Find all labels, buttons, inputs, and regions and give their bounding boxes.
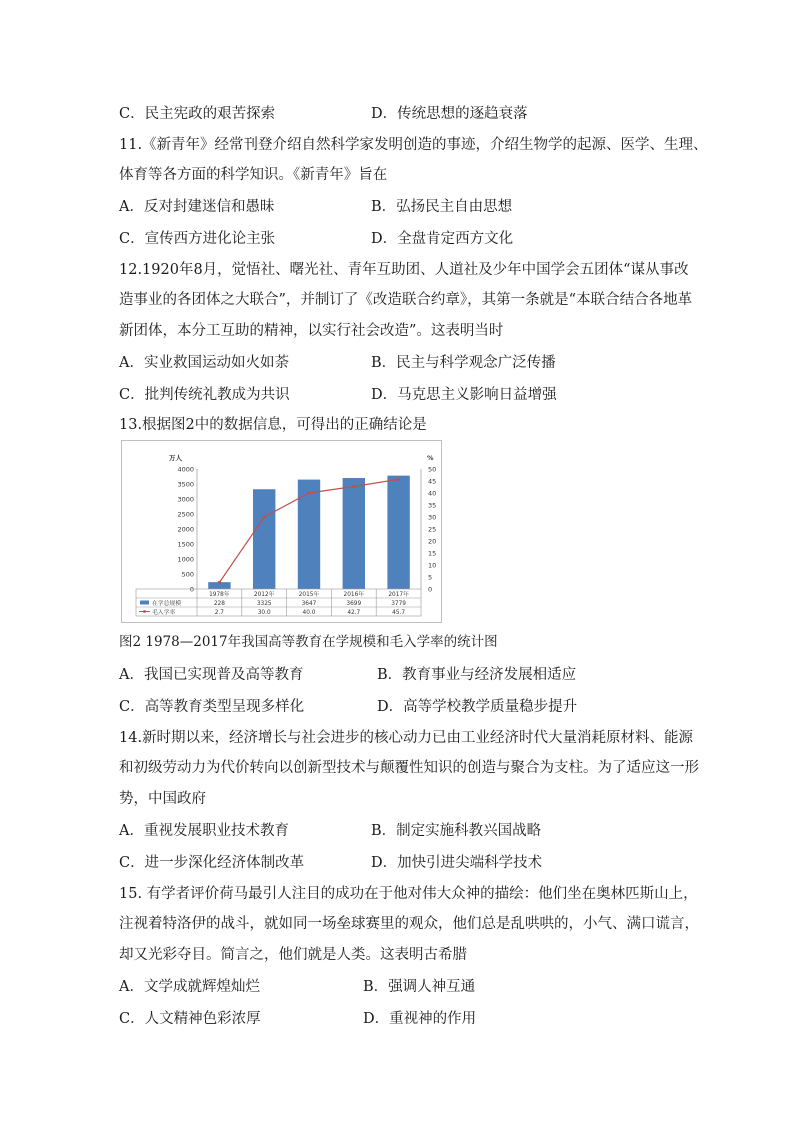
line-value-label: 40.0 xyxy=(302,610,316,616)
left-tick-label: 3500 xyxy=(177,480,194,489)
q15-option-c: C．人文精神色彩浓厚 xyxy=(119,1011,261,1027)
x-tick-label: 2015年 xyxy=(298,592,320,598)
right-tick-label: 15 xyxy=(428,549,437,558)
q15-option-a: A．文学成就辉煌灿烂 xyxy=(119,979,260,995)
q14-stem-line-3: 势，中国政府 xyxy=(119,791,206,807)
bar-value-label: 3647 xyxy=(301,601,317,607)
q10-option-c: C．民主宪政的艰苦探索 xyxy=(119,106,276,122)
q12-option-b: B．民主与科学观念广泛传播 xyxy=(371,355,556,371)
right-tick-label: 50 xyxy=(428,465,437,474)
q12-option-c: C．批判传统礼教成为共识 xyxy=(119,387,290,403)
figure-caption: 图2 1978—2017年我国高等教育在学规模和毛入学率的统计图 xyxy=(119,634,498,650)
bar-value-label: 228 xyxy=(213,601,225,607)
legend-line-label: 毛入学率 xyxy=(152,610,176,616)
line-value-label: 42.7 xyxy=(347,610,361,616)
legend-line-marker xyxy=(143,610,146,613)
q14-option-a: A．重视发展职业技术教育 xyxy=(119,823,289,839)
q12-option-a: A．实业救国运动如火如荼 xyxy=(119,355,289,371)
x-tick-label: 2012年 xyxy=(253,592,275,598)
q15-option-d: D．重视神的作用 xyxy=(363,1011,477,1027)
line-value-label: 30.0 xyxy=(257,610,271,616)
q15-stem-line-1: 15. 有学者评价荷马最引人注目的成功在于他对伟大众神的描绘：他们坐在奥林匹斯山上， xyxy=(119,886,698,902)
legend-bar-label: 在学总规模 xyxy=(152,601,181,607)
right-tick-label: 40 xyxy=(428,489,437,498)
q13-stem: 13.根据图2中的数据信息，可得出的正确结论是 xyxy=(119,417,427,433)
enrollment-chart xyxy=(121,440,442,623)
right-tick-label: 5 xyxy=(428,573,433,582)
bar-value-label: 3325 xyxy=(256,601,272,607)
left-tick-label: 3000 xyxy=(177,495,194,504)
left-tick-label: 1000 xyxy=(177,555,194,564)
left-tick-label: 2000 xyxy=(177,525,194,534)
left-tick-label: 1500 xyxy=(177,540,194,549)
q12-stem-line-3: 新团体，本分工互助的精神，以实行社会改造”。这表明当时 xyxy=(119,323,504,339)
q11-stem-line-2: 体育等各方面的科学知识。《新青年》旨在 xyxy=(119,167,388,183)
q12-option-d: D．马克思主义影响日益增强 xyxy=(371,387,557,403)
left-tick-label: 2500 xyxy=(177,510,194,519)
bar-2012年 xyxy=(253,489,275,589)
bar-value-label: 3779 xyxy=(391,601,406,607)
q14-stem-line-2: 和初级劳动力为代价转向以创新型技术与颠覆性知识的创造与聚合为支柱。为了适应这一形 xyxy=(119,760,699,776)
right-tick-label: 0 xyxy=(428,585,433,594)
bar-value-label: 3699 xyxy=(346,601,362,607)
q13-option-d: D．高等学校教学质量稳步提升 xyxy=(377,699,578,715)
q14-option-c: C．进一步深化经济体制改革 xyxy=(119,855,305,871)
q15-option-b: B．强调人神互通 xyxy=(363,979,476,995)
q11-option-a: A．反对封建迷信和愚昧 xyxy=(119,199,275,215)
right-tick-label: 25 xyxy=(428,525,437,534)
legend-bar-swatch xyxy=(140,601,149,605)
q11-stem-line-1: 11.《新青年》经常刊登介绍自然科学家发明创造的事迹，介绍生物学的起源、医学、生理、 xyxy=(119,137,708,153)
q12-stem-line-1: 12.1920年8月，觉悟社、曙光社、青年互助团、人道社及少年中国学会五团体“谋从事改 xyxy=(119,262,689,278)
left-axis-unit: 万人 xyxy=(169,454,182,462)
q11-option-d: D．全盘肯定西方文化 xyxy=(371,231,514,247)
line-point-1978年 xyxy=(218,581,221,584)
q11-option-c: C．宣传西方进化论主张 xyxy=(119,231,276,247)
line-point-2017年 xyxy=(397,478,400,481)
q14-option-d: D．加快引进尖端科学技术 xyxy=(371,855,543,871)
x-tick-label: 2016年 xyxy=(343,592,365,598)
line-value-label: 45.7 xyxy=(392,610,406,616)
line-point-2016年 xyxy=(352,485,355,488)
q13-option-a: A．我国已实现普及高等教育 xyxy=(119,667,304,683)
q14-option-b: B．制定实施科教兴国战略 xyxy=(371,823,542,839)
q10-option-d: D．传统思想的逐趋衰落 xyxy=(371,106,528,122)
left-tick-label: 500 xyxy=(181,570,194,579)
left-tick-label: 4000 xyxy=(177,465,194,474)
right-tick-label: 45 xyxy=(428,477,437,486)
bar-2016年 xyxy=(343,478,365,589)
chart-svg xyxy=(122,441,441,622)
left-tick-label: 0 xyxy=(189,585,194,594)
q15-stem-line-2: 注视着特洛伊的战斗，就如同一场垒球赛里的观众，他们总是乱哄哄的，小气、满口谎言， xyxy=(119,916,699,932)
x-tick-label: 2017年 xyxy=(388,592,409,598)
q13-option-b: B．教育事业与经济发展相适应 xyxy=(377,667,577,683)
x-tick-label: 1978年 xyxy=(209,592,230,598)
q12-stem-line-2: 造事业的各团体之大联合”，并制订了《改造联合约章》，其第一条就是“本联合结合各地革 xyxy=(119,292,693,308)
line-point-2015年 xyxy=(307,491,310,494)
q11-option-b: B．弘扬民主自由思想 xyxy=(371,199,513,215)
right-tick-label: 35 xyxy=(428,501,437,510)
q14-stem-line-1: 14.新时期以来，经济增长与社会进步的核心动力已由工业经济时代大量消耗原材料、能源 xyxy=(119,730,694,746)
q15-stem-line-3: 却又光彩夺目。简言之，他们就是人类。这表明古希腊 xyxy=(119,947,467,963)
right-axis-unit: % xyxy=(427,454,434,462)
bar-2017年 xyxy=(387,476,409,589)
bar-2015年 xyxy=(298,480,320,589)
q13-option-c: C．高等教育类型呈现多样化 xyxy=(119,699,305,715)
line-value-label: 2.7 xyxy=(214,610,225,616)
line-point-2012年 xyxy=(263,515,266,518)
right-tick-label: 20 xyxy=(428,537,437,546)
right-tick-label: 10 xyxy=(428,561,437,570)
right-tick-label: 30 xyxy=(428,513,437,522)
